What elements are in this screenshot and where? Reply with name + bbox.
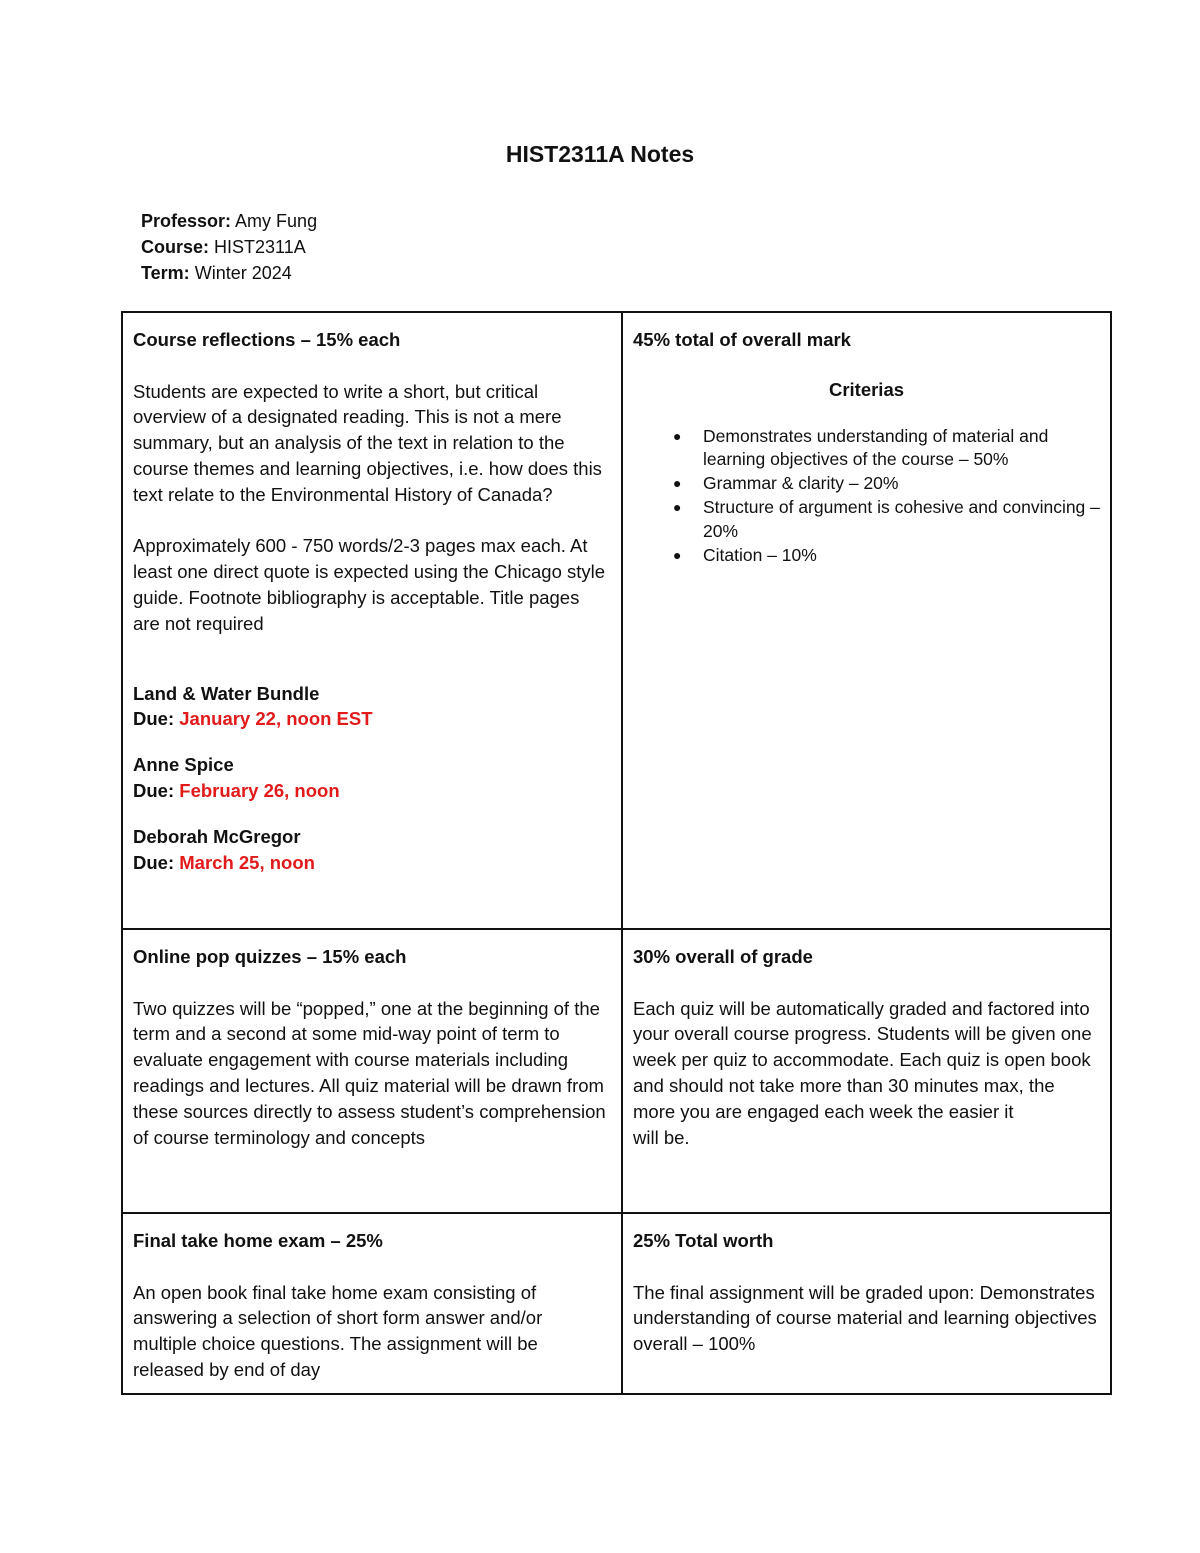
quizzes-grading-text: Each quiz will be automatically graded and factored into your overall course progress. Students will be given one week per quiz to accommodate. Each quiz is open book and should not take more than 30 minutes max, the more you are engaged each week the easier it (633, 997, 1092, 1122)
course-label: Course: (141, 237, 210, 257)
course-line (141, 234, 317, 260)
term-value: Winter 2024 (194, 263, 292, 283)
assessment-table (121, 311, 1112, 1395)
quizzes-weight-cell (622, 929, 1111, 1213)
professor-label: Professor: (141, 211, 232, 231)
exam-heading: Final take home exam – 25% (133, 1230, 383, 1251)
table-row (122, 929, 1111, 1213)
reflections-description: Students are expected to write a short, but critical overview of a designated reading. This is not a mere summary, but an analysis of the text in relation to the course themes and learning objectives, i.e. how does this text relate to the Environmental History of Canada? (133, 380, 602, 505)
course-meta (141, 208, 317, 286)
bullet-icon: ● (673, 498, 682, 515)
term-label: Term: (141, 263, 190, 283)
criteria-title: Criterias (828, 378, 905, 400)
quizzes-grading-end: will be. (633, 1126, 690, 1148)
bullet-icon: ● (673, 427, 682, 444)
list-item: ● Structure of argument is cohesive and convincing – 20% (673, 496, 1100, 541)
list-item: ● Demonstrates understanding of material and learning objectives of the course – 50% (673, 425, 1049, 470)
bullet-icon: ● (673, 475, 682, 492)
assignment-name: Deborah McGregor (133, 825, 301, 847)
quizzes-description: Two quizzes will be “popped,” one at the beginning of the term and a second at some mid-way point of term to evaluate engagement with course materials including readings and lectures. All quiz material will be drawn from these sources directly to assess student’s comprehension of course terminology and concepts (133, 997, 606, 1148)
criteria-list (633, 425, 1100, 568)
due-date: January 22, noon EST (179, 708, 373, 730)
bullet-icon: ● (673, 546, 682, 563)
assignment-due: Due: February 26, noon (133, 779, 340, 801)
exam-cell (122, 1213, 622, 1394)
quizzes-heading: Online pop quizzes – 15% each (133, 946, 407, 967)
table-row (122, 1213, 1111, 1394)
assignment-due: Due: January 22, noon EST (133, 708, 373, 730)
table-row (122, 312, 1111, 929)
assignment-name: Land & Water Bundle (133, 682, 320, 704)
assignment-due: Due: March 25, noon (133, 851, 315, 873)
list-item: ● Grammar & clarity – 20% (703, 472, 1100, 496)
reflections-heading: Course reflections – 15% each (133, 329, 401, 350)
reflections-weight-heading: 45% total of overall mark (633, 329, 851, 350)
list-item: ● Citation – 10% (703, 544, 1100, 568)
professor-value: Amy Fung (235, 211, 318, 231)
due-date: March 25, noon (179, 851, 315, 873)
exam-grading-text: The final assignment will be graded upon: Demonstrates understanding of course material and learning objectives overall – 100% (633, 1281, 1097, 1355)
exam-weight-cell (622, 1213, 1111, 1394)
reflections-requirements: Approximately 600 - 750 words/2-3 pages max each. At least one direct quote is expected using the Chicago style guide. Footnote bibliography is acceptable. Title pages are not required (133, 535, 606, 634)
professor-line (141, 208, 317, 234)
due-date: February 26, noon (179, 779, 340, 801)
document-title: HIST2311A Notes (505, 141, 695, 167)
quizzes-weight-heading: 30% overall of grade (633, 946, 813, 967)
course-value: HIST2311A (214, 237, 306, 257)
exam-weight-heading: 25% Total worth (633, 1230, 774, 1251)
assignment-name: Anne Spice (133, 754, 234, 776)
quizzes-cell (122, 929, 622, 1213)
reflections-cell (122, 312, 622, 929)
term-line (141, 260, 317, 286)
exam-description: An open book final take home exam consisting of answering a selection of short form answer and/or multiple choice questions. The assignment will be released by end of day (133, 1281, 543, 1380)
reflections-weight-cell (622, 312, 1111, 929)
